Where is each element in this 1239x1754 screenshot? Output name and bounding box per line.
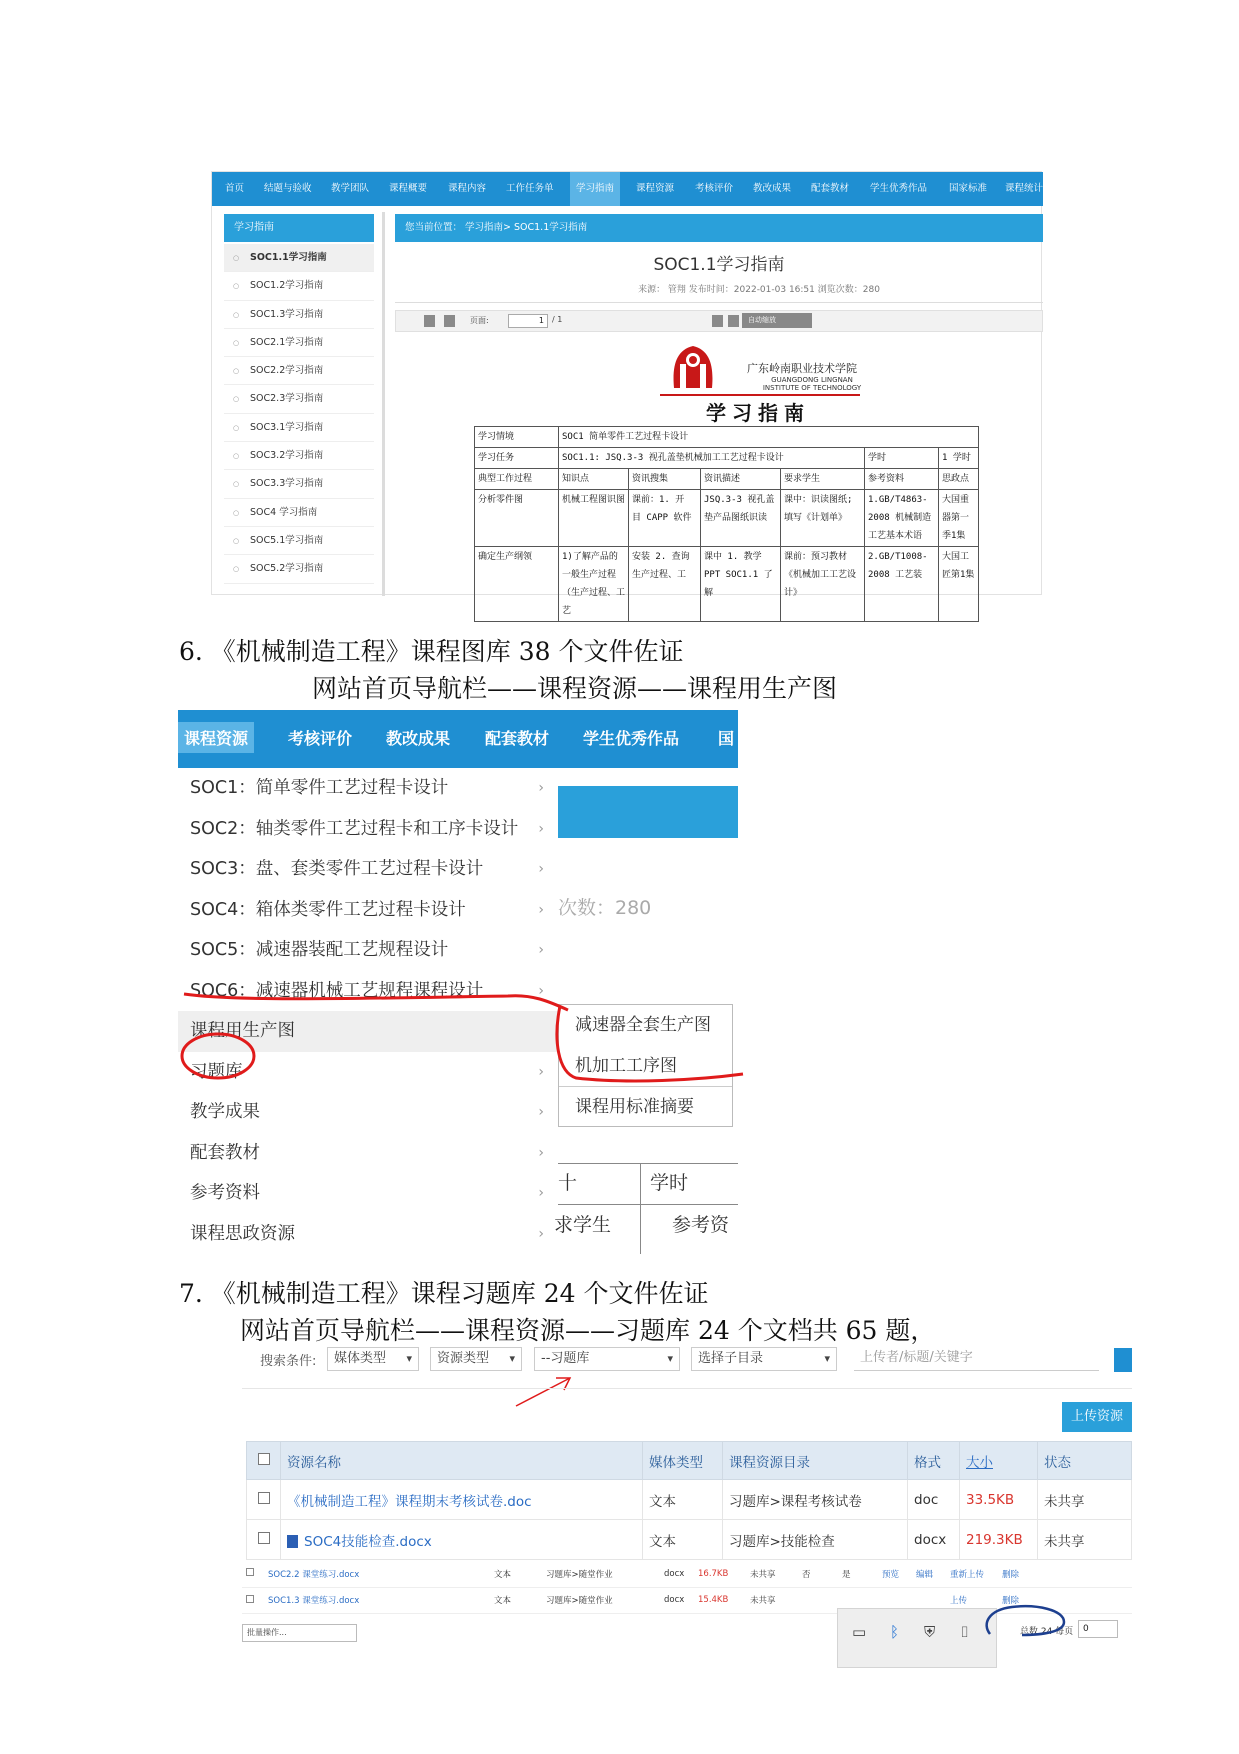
nav-item[interactable]: 国: [718, 729, 735, 748]
section-subheading-6: 网站首页导航栏——课程资源——课程用生产图: [312, 674, 838, 703]
background-text: 次数：280: [558, 897, 652, 919]
chevron-right-icon: ›: [538, 982, 544, 999]
school-name: 广东岭南职业技术学院: [747, 362, 857, 375]
table-cell: docx: [660, 1587, 694, 1613]
table-cell: 33.5KB: [960, 1480, 1038, 1520]
column-header[interactable]: 格式: [908, 1442, 960, 1480]
page-size-select[interactable]: 0: [1078, 1620, 1118, 1638]
table-cell: 文本: [643, 1480, 723, 1520]
table-cell: 2.GB/T1008-2008 工艺装: [865, 547, 939, 622]
subdirectory-select[interactable]: [691, 1347, 837, 1371]
shield-icon[interactable]: ⛨: [924, 1623, 936, 1641]
table-cell: 大国重器第一季1集: [939, 490, 979, 547]
table-row: [242, 1561, 1132, 1587]
zoom-in-icon[interactable]: [728, 315, 739, 327]
chevron-down-icon: ▾: [509, 1352, 515, 1365]
resource-link[interactable]: SOC2.2 课堂练习.docx: [268, 1569, 360, 1580]
search-label: 搜索条件:: [260, 1354, 317, 1369]
table-cell: 大国工匠第1集: [939, 547, 979, 622]
resource-type-select[interactable]: [430, 1347, 522, 1371]
table-cell: [798, 1587, 838, 1613]
table-row: [247, 1480, 1132, 1520]
table-cell: 课前：预习教材《机械加工工艺设计》: [781, 547, 865, 622]
sidebar-item[interactable]: ○ SOC4 学习指南: [224, 499, 374, 527]
sidebar-item[interactable]: ○ SOC3.2学习指南: [224, 442, 374, 470]
sidebar-list: [224, 244, 374, 584]
page-number-input[interactable]: 1: [508, 314, 548, 328]
keyword-input[interactable]: 上传者/标题/关键字: [854, 1347, 1099, 1371]
table-cell: 16.7KB: [694, 1561, 746, 1587]
zoom-select[interactable]: 自动缩放: [742, 313, 812, 328]
table-cell: 课前：1. 开 目 CAPP 软件: [629, 490, 701, 547]
table-cell: 219.3KB: [960, 1520, 1038, 1560]
table-cell: 习题库>课程考核试卷: [723, 1480, 908, 1520]
chevron-right-icon: ›: [538, 820, 544, 837]
decorative-rule: [660, 394, 860, 396]
submenu-item[interactable]: 课程用标准摘要: [559, 1086, 732, 1127]
sidebar-item[interactable]: ○ SOC1.2学习指南: [224, 272, 374, 300]
nav-item[interactable]: 国家标准: [949, 183, 988, 194]
top-navigation: [212, 172, 1043, 206]
nav-item-active[interactable]: 学习指南: [570, 172, 620, 206]
search-button[interactable]: [1114, 1348, 1132, 1372]
table-cell: 1 学时: [939, 448, 979, 469]
menu-item-label: SOC3：盘、套类零件工艺过程卡设计: [190, 859, 484, 879]
column-header[interactable]: 资源名称: [281, 1442, 643, 1480]
table-cell: 确定生产纲领: [475, 547, 559, 622]
table-cell: 习题库>技能检查: [723, 1520, 908, 1560]
upload-resource-button[interactable]: 上传资源: [1062, 1402, 1132, 1432]
resource-link[interactable]: 《机械制造工程》课程期末考核试卷.doc: [287, 1493, 532, 1510]
submenu-item[interactable]: 机加工工序图: [575, 1055, 677, 1076]
table-cell: 课中 1. 教学 PPT SOC1.1 了解: [701, 547, 781, 622]
question-bank-screenshot: [242, 1346, 1132, 1641]
sidebar-item[interactable]: ○ SOC2.2学习指南: [224, 357, 374, 385]
menu-item-label: 配套教材: [190, 1142, 260, 1163]
table-cell: 文本: [643, 1520, 723, 1560]
red-annotation-icon: [178, 710, 738, 1253]
article-meta: 来源： 管翔 发布时间：2022-01-03 16:51 浏览次数：280: [638, 285, 880, 295]
table-cell: 思政点: [939, 469, 979, 490]
menu-item-label: 课程用生产图: [190, 1021, 295, 1041]
table-cell: 典型工作过程: [475, 469, 559, 490]
select-all-checkbox[interactable]: [247, 1442, 281, 1480]
chevron-right-icon: ›: [538, 1144, 544, 1161]
select-value: 媒体类型: [334, 1351, 387, 1366]
media-type-select[interactable]: [327, 1347, 419, 1371]
divider: [242, 1388, 1132, 1389]
chevron-right-icon: ›: [538, 1104, 544, 1120]
table-cell: 未共享: [746, 1587, 798, 1613]
nav-item[interactable]: 教学团队: [331, 183, 370, 194]
nav-item[interactable]: 课程统计: [1005, 183, 1044, 194]
nav-item[interactable]: 课程概要: [389, 183, 428, 194]
learning-guide-screenshot: [211, 171, 1044, 616]
page-label: 页面:: [470, 316, 489, 325]
table-cell: 安装 2. 查询生产过程、工: [629, 547, 701, 622]
table-cell: 资讯搜集: [629, 469, 701, 490]
table-cell: 学习任务: [475, 448, 559, 469]
nav-item-active[interactable]: 课程资源: [178, 722, 254, 753]
column-header[interactable]: 状态: [1038, 1442, 1132, 1480]
select-value: 选择子目录: [698, 1351, 764, 1366]
nav-item[interactable]: 考核评价: [288, 729, 353, 748]
table-cell: [281, 1480, 643, 1520]
zoom-out-icon[interactable]: [712, 315, 723, 327]
monitor-icon[interactable]: ▭: [852, 1623, 867, 1641]
sidebar-item[interactable]: ○ SOC1.1学习指南: [224, 244, 374, 272]
table-header-row: [247, 1442, 1132, 1480]
red-arrow-icon: [512, 1374, 582, 1410]
menu-item-label: 课程思政资源: [190, 1223, 295, 1244]
menu-item-label: SOC6：减速器机械工艺规程课程设计: [190, 980, 484, 1001]
table-cell: 文本: [490, 1561, 542, 1587]
table-cell: 否: [798, 1561, 838, 1587]
table-cell: 1)了解产品的一般生产过程（生产过程、工艺: [559, 547, 629, 622]
table-cell: 十: [558, 1172, 578, 1194]
section-subheading-7: 网站首页导航栏——课程资源——习题库 24 个文档共 65 题，: [240, 1316, 936, 1345]
nav-item[interactable]: 课程内容: [448, 183, 487, 194]
menu-item-label: 习题库: [190, 1061, 243, 1082]
school-name-en: GUANGDONG LINGNAN INSTITUTE OF TECHNOLOGY: [762, 376, 862, 392]
sidebar-item[interactable]: ○ SOC1.3学习指南: [224, 301, 374, 329]
table-cell: JSQ.3-3 视孔盖垫产品图纸识读: [701, 490, 781, 547]
submenu-item[interactable]: 减速器全套生产图: [575, 1015, 711, 1035]
divider: [395, 302, 1043, 303]
usb-icon[interactable]: ⌷: [960, 1623, 970, 1641]
row-checkbox[interactable]: [247, 1520, 281, 1560]
blue-circle-annotation-icon: [982, 1604, 1072, 1636]
table-cell: [264, 1587, 490, 1613]
table-cell: doc: [908, 1480, 960, 1520]
chevron-right-icon: ›: [538, 901, 544, 918]
sidebar-item[interactable]: ○ SOC2.3学习指南: [224, 385, 374, 413]
table-cell: 习题库>随堂作业: [542, 1587, 660, 1613]
resource-link[interactable]: SOC4技能检查.docx: [304, 1533, 432, 1550]
table-cell: 要求学生: [781, 469, 865, 490]
table-cell: [281, 1520, 643, 1560]
table-cell: [264, 1561, 490, 1587]
nav-item[interactable]: 学生优秀作品: [583, 729, 680, 748]
column-header[interactable]: 课程资源目录: [723, 1442, 908, 1480]
resource-link[interactable]: SOC1.3 课堂练习.docx: [268, 1596, 360, 1606]
chevron-right-icon: ›: [538, 1225, 544, 1242]
chevron-right-icon: ›: [538, 780, 544, 796]
table-cell: docx: [908, 1520, 960, 1560]
select-value: --习题库: [541, 1351, 590, 1366]
nav-item[interactable]: 首页: [225, 183, 245, 194]
sidebar-item[interactable]: ○ SOC3.3学习指南: [224, 470, 374, 498]
table-cell: 1.GB/T4863-2008 机械制造工艺基本术语: [865, 490, 939, 547]
menu-item-label: SOC2：轴类零件工艺过程卡和工序卡设计: [190, 818, 519, 839]
resource-table: [246, 1441, 1132, 1560]
table-cell: 习题库>随堂作业: [542, 1561, 660, 1587]
menu-item-label: SOC4：箱体类零件工艺过程卡设计: [190, 899, 466, 920]
course-resource-menu-screenshot: [178, 710, 738, 1253]
section-heading-6: 6. 《机械制造工程》课程图库 38 个文件佐证: [179, 637, 684, 666]
guide-heading: 学习指南: [706, 401, 810, 425]
section-heading-7: 7. 《机械制造工程》课程习题库 24 个文件佐证: [179, 1279, 709, 1308]
nav-item[interactable]: 课程资源: [636, 183, 675, 194]
reupload-link[interactable]: 重新上传: [946, 1561, 998, 1587]
select-value: 资源类型: [437, 1351, 490, 1366]
upload-link[interactable]: 上传: [946, 1587, 998, 1613]
sidebar-item[interactable]: ○ SOC5.1学习指南: [224, 527, 374, 555]
table-cell: 学习情境: [475, 427, 559, 448]
table-cell: SOC1.1: JSQ.3-3 视孔盖垫机械加工工艺过程卡设计: [559, 448, 865, 469]
table-cell: SOC1 简单零件工艺过程卡设计: [559, 427, 979, 448]
menu-item-label: 教学成果: [190, 1102, 260, 1122]
table-cell: 未共享: [746, 1561, 798, 1587]
table-cell: 未共享: [1038, 1520, 1132, 1560]
sidebar-item[interactable]: ○ SOC2.1学习指南: [224, 329, 374, 357]
pagination-total: 总数 24 每页: [1020, 1627, 1074, 1637]
page-title: SOC1.1学习指南: [653, 255, 785, 275]
chevron-down-icon: ▾: [667, 1352, 673, 1365]
table-cell: 是: [838, 1561, 878, 1587]
batch-operation-select[interactable]: 批量操作...: [242, 1624, 357, 1642]
sidebar-item[interactable]: ○ SOC3.1学习指南: [224, 414, 374, 442]
chevron-down-icon: ▾: [824, 1352, 830, 1365]
delete-link[interactable]: 删除: [998, 1587, 1132, 1613]
table-cell: 未共享: [1038, 1480, 1132, 1520]
table-cell: docx: [660, 1561, 694, 1587]
school-logo-icon: [666, 342, 720, 396]
nav-item[interactable]: 教改成果: [753, 183, 792, 194]
column-header[interactable]: 媒体类型: [643, 1442, 723, 1480]
row-checkbox[interactable]: [242, 1561, 264, 1587]
chevron-right-icon: ›: [538, 942, 544, 958]
nav-item[interactable]: 考核评价: [695, 183, 734, 194]
table-cell: 学时: [865, 448, 939, 469]
table-cell: 参考资料: [865, 469, 939, 490]
row-checkbox[interactable]: [247, 1480, 281, 1520]
system-tray-popup: [837, 1608, 997, 1668]
chevron-right-icon: ›: [538, 1185, 544, 1201]
guide-table: [474, 426, 979, 622]
preview-link[interactable]: 预览: [878, 1561, 912, 1587]
pdf-toolbar: [395, 310, 1043, 332]
menu-item-label: 参考资料: [190, 1183, 260, 1203]
sidebar-item[interactable]: ○ SOC5.2学习指南: [224, 555, 374, 583]
nav-item[interactable]: 结题与验收: [264, 183, 312, 194]
page-total: / 1: [552, 315, 563, 324]
table-cell: 求学生: [554, 1214, 612, 1236]
table-cell: 机械工程图识图: [559, 490, 629, 547]
menu-item-label: SOC5：减速器装配工艺规程设计: [190, 940, 449, 960]
nav-item[interactable]: 学生优秀作品: [870, 183, 928, 194]
menu-item-label: SOC1：简单零件工艺过程卡设计: [190, 778, 449, 798]
breadcrumb: 您当前位置： 学习指南> SOC1.1学习指南: [395, 214, 1043, 242]
nav-item[interactable]: 配套教材: [485, 729, 550, 748]
table-cell: 文本: [490, 1587, 542, 1613]
nav-item[interactable]: 教改成果: [386, 729, 451, 748]
table-cell: 分析零件图: [475, 490, 559, 547]
row-checkbox[interactable]: [242, 1587, 264, 1613]
directory-select[interactable]: [534, 1347, 680, 1371]
delete-link[interactable]: 删除: [998, 1561, 1132, 1587]
divider: [382, 212, 385, 596]
chevron-right-icon: ›: [538, 1063, 544, 1080]
bluetooth-icon[interactable]: ᛒ: [890, 1623, 900, 1641]
table-cell: 资讯描述: [701, 469, 781, 490]
column-header[interactable]: 大小: [960, 1442, 1038, 1480]
table-cell: 学时: [650, 1172, 689, 1194]
word-doc-icon: [287, 1535, 298, 1548]
nav-item[interactable]: 配套教材: [811, 183, 850, 194]
next-page-icon[interactable]: [444, 315, 455, 327]
table-row: [247, 1520, 1132, 1560]
sidebar-title: 学习指南: [224, 214, 374, 242]
chevron-down-icon: ▾: [406, 1352, 412, 1365]
search-bar: [242, 1346, 1132, 1376]
table-cell: 知识点: [559, 469, 629, 490]
chevron-right-icon: ›: [538, 861, 544, 877]
table-cell: 15.4KB: [694, 1587, 746, 1613]
table-cell: 课中：识读图纸;填写《计划单》: [781, 490, 865, 547]
prev-page-icon[interactable]: [424, 315, 435, 327]
nav-item[interactable]: 工作任务单: [506, 183, 554, 194]
table-cell: 参考资: [672, 1214, 730, 1236]
edit-link[interactable]: 编辑: [912, 1561, 946, 1587]
